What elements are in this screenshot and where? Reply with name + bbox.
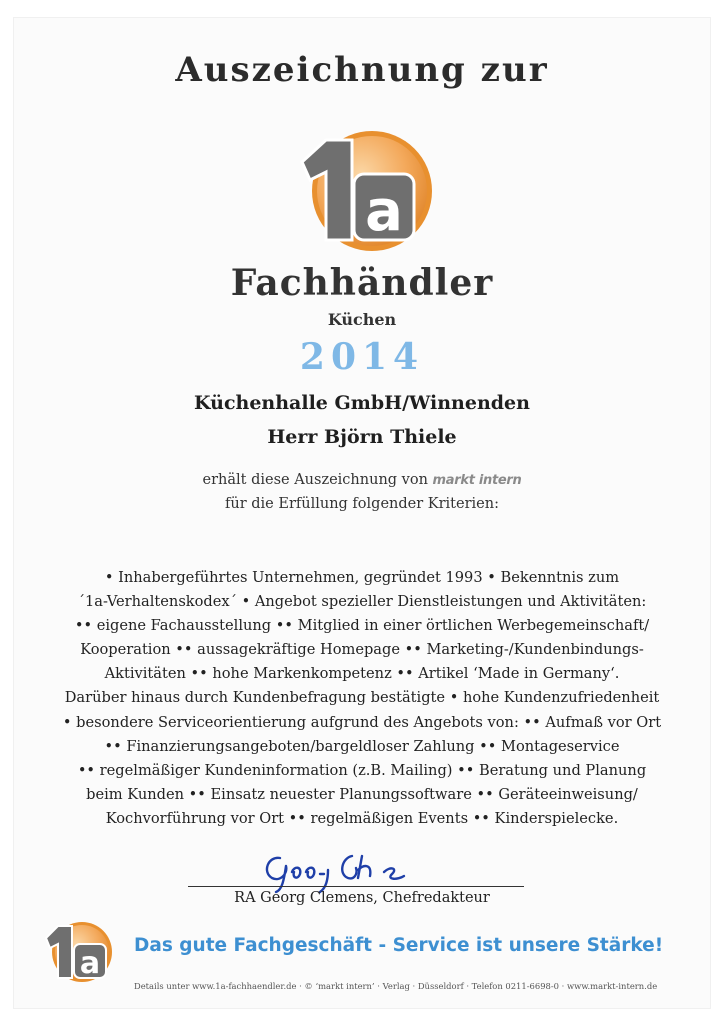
criteria-line: •• Finanzierungsangeboten/bargeldloser Zahlung •• Montageservice	[104, 737, 620, 755]
criteria-line: beim Kunden •• Einsatz neuester Planungssoftware •• Geräteeinweisung/	[86, 785, 638, 803]
criteria-line: ´1a-Verhaltenskodex´ • Angebot spezieller Dienstleistungen und Aktivitäten:	[77, 593, 647, 611]
footer-details: Details unter www.1a-fachhaendler.de · © ‘markt intern’ · Verlag · Düsseldorf · Telefon 0211-6698-0 · www.markt-intern.de	[134, 981, 658, 991]
criteria-line: • besondere Serviceorientierung aufgrund des Angebots von: •• Aufmaß vor Ort	[62, 713, 662, 731]
criteria-line: • Inhabergeführtes Unternehmen, gegründet 1993 • Bekenntnis zum	[104, 569, 620, 586]
criteria-line: Kochvorführung vor Ort •• regelmäßigen Events •• Kinderspielecke.	[105, 809, 619, 827]
award-category: Fachhändler	[230, 262, 494, 304]
criteria-line: Aktivitäten •• hohe Markenkompetenz •• Artikel ‘Made in Germany‘.	[104, 665, 620, 683]
criteria-line: Darüber hinaus durch Kundenbefragung bestätigte • hohe Kundenzufriedenheit	[64, 689, 660, 707]
svg-text:a: a	[365, 179, 403, 244]
slogan: Das gute Fachgeschäft - Service ist unsere Stärke!	[134, 935, 664, 956]
handwritten-signature	[258, 850, 428, 894]
signature-line	[188, 886, 524, 887]
svg-text:a: a	[79, 946, 101, 981]
criteria-text	[50, 566, 674, 831]
award-year: 2014	[299, 336, 425, 378]
awarded-statement	[0, 472, 724, 488]
recipient-person: Herr Björn Thiele	[267, 426, 457, 448]
1a-logo-small-icon	[38, 920, 116, 984]
1a-logo-icon	[282, 128, 442, 258]
signer-name: RA Georg Clemens, Chefredakteur	[234, 890, 490, 906]
certificate-title: Auszeichnung zur	[175, 50, 549, 90]
recipient-company: Küchenhalle GmbH/Winnenden	[194, 392, 530, 414]
criteria-intro: für die Erfüllung folgender Kriterien:	[225, 496, 499, 512]
criteria-line: •• eigene Fachausstellung •• Mitglied in einer örtlichen Werbegemeinschaft/	[74, 617, 650, 635]
award-subcategory: Küchen	[327, 310, 397, 329]
awarded-prefix: erhält diese Auszeichnung von	[202, 472, 428, 488]
markt-intern-logo: markt intern	[432, 473, 522, 488]
criteria-line: •• regelmäßiger Kundeninformation (z.B. Mailing) •• Beratung und Planung	[77, 761, 647, 779]
criteria-line: Kooperation •• aussagekräftige Homepage •• Marketing-/Kundenbindungs-	[80, 641, 644, 659]
